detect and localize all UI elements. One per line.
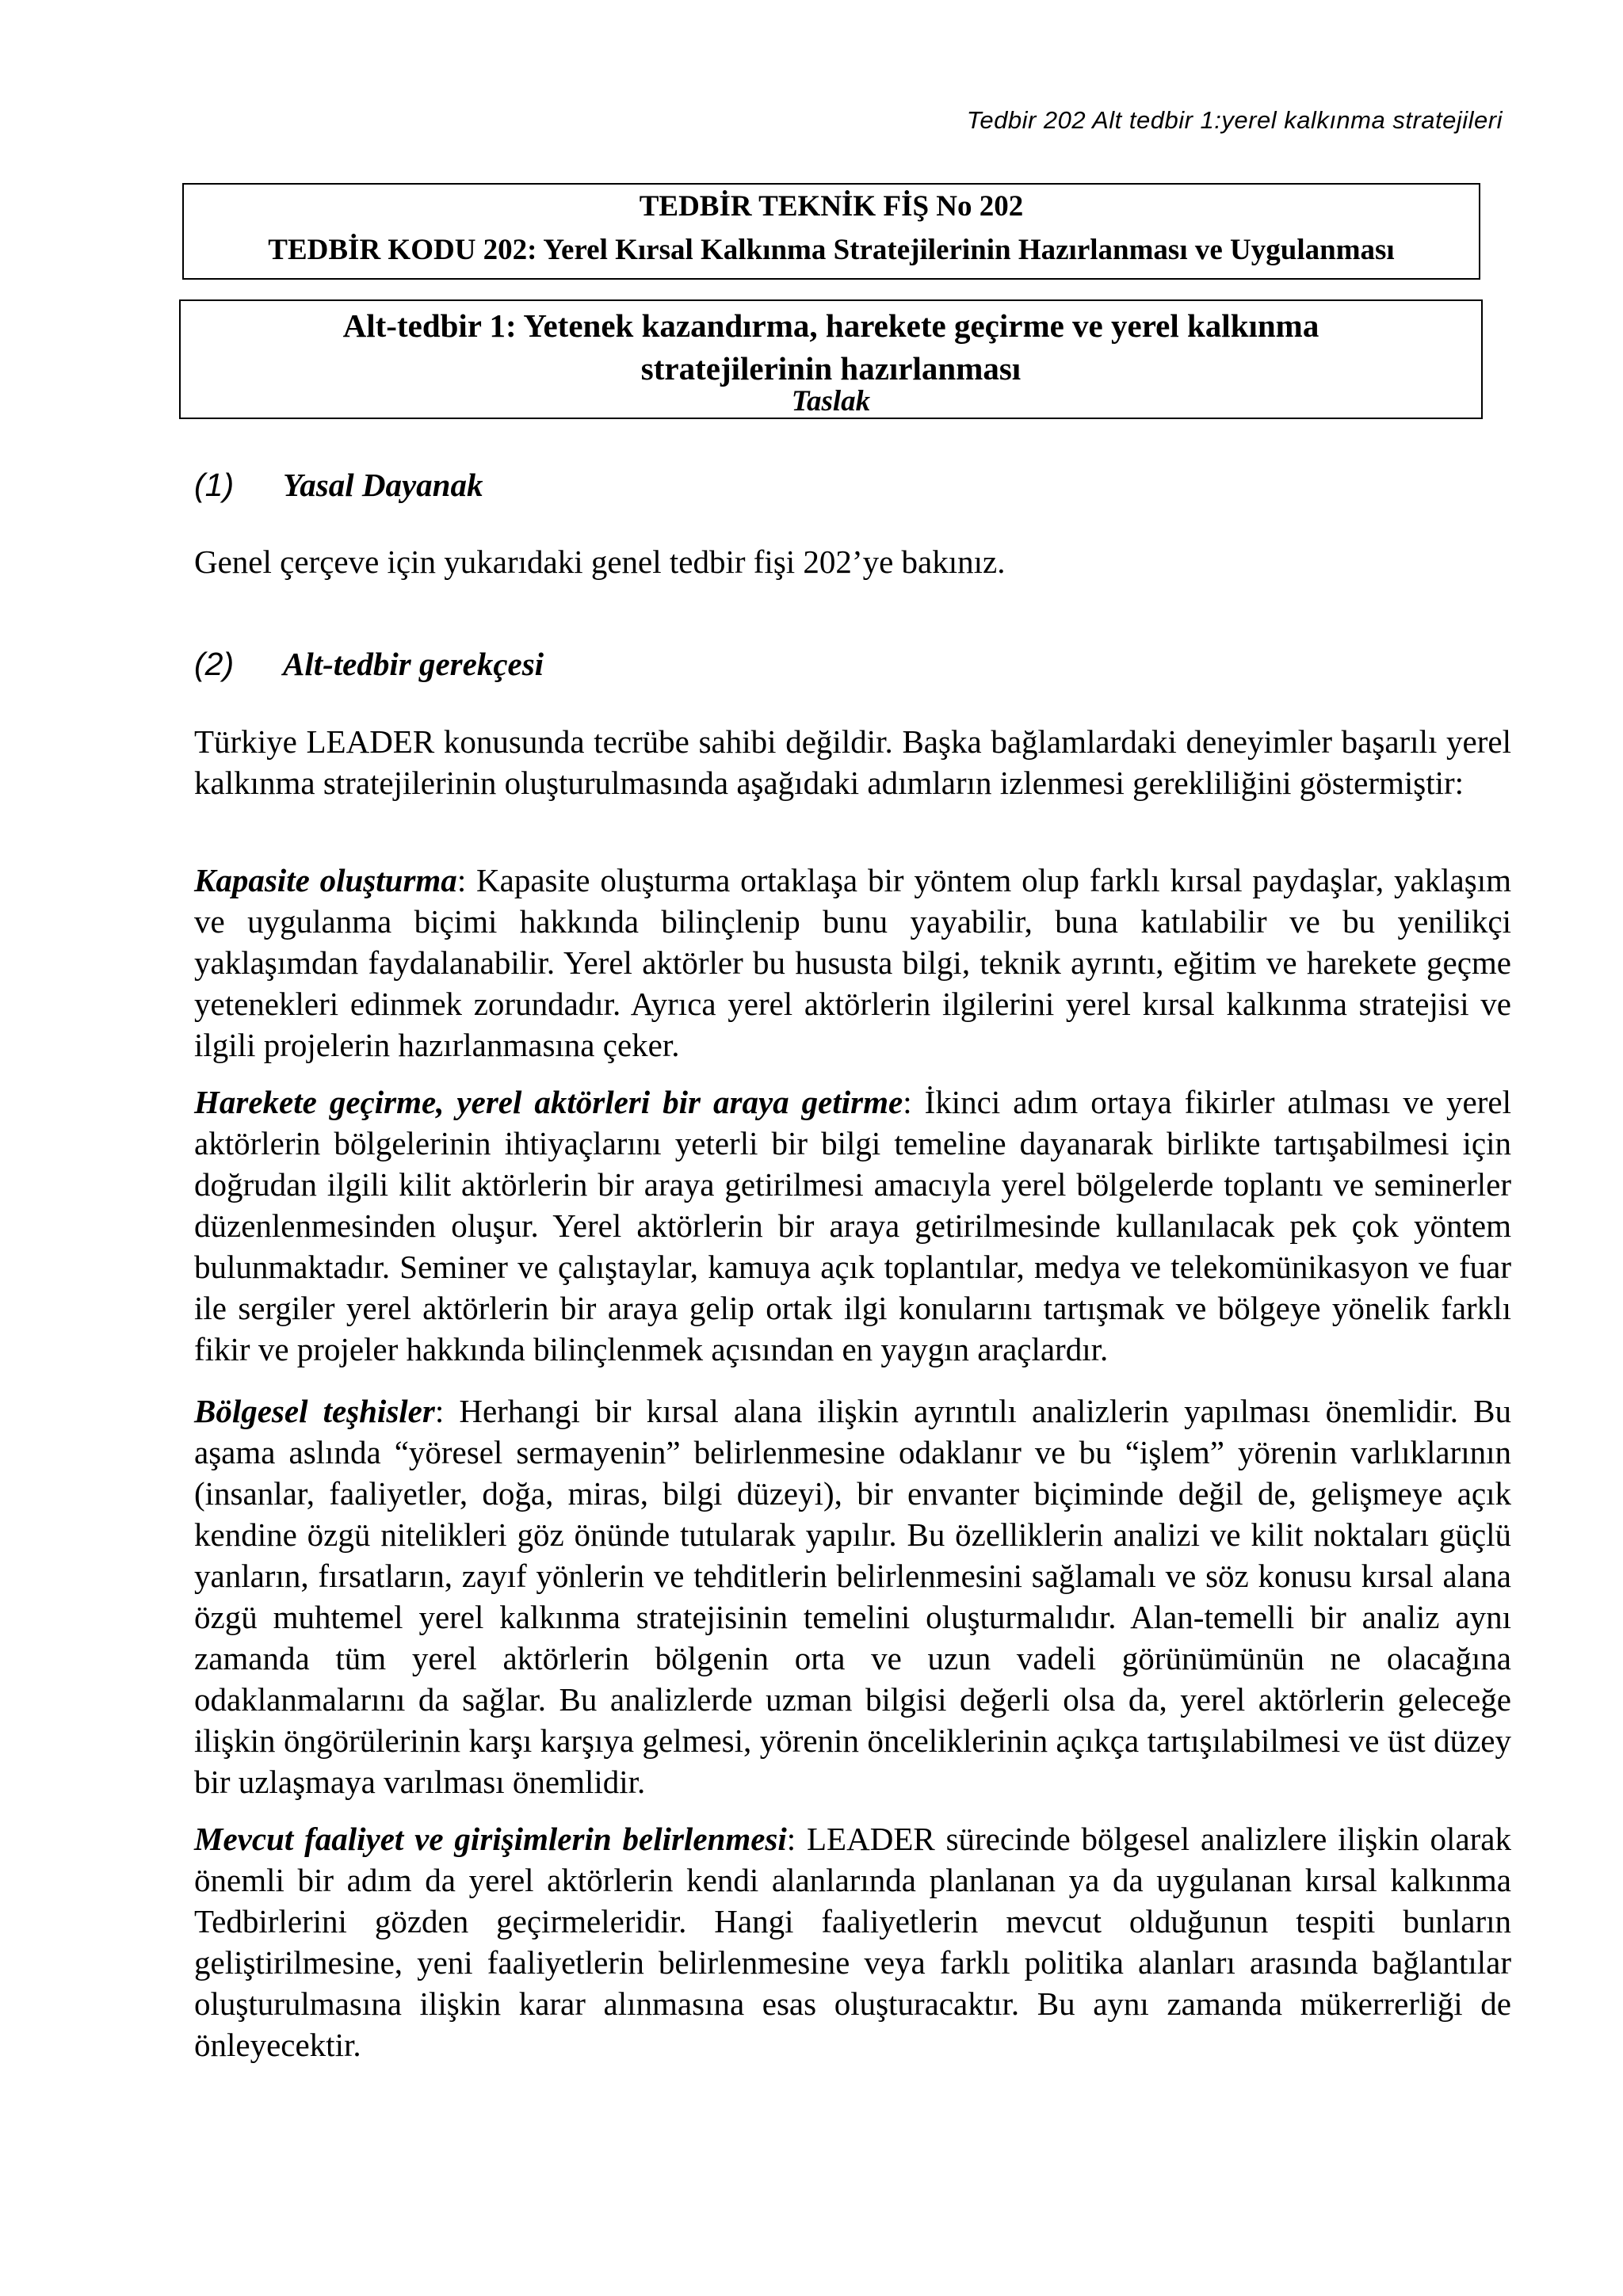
sub-measure-box [179, 299, 1483, 419]
section-title: Yasal Dayanak [283, 467, 483, 503]
section-title: Alt-tedbir gerekçesi [283, 646, 544, 682]
legal-basis-paragraph: Genel çerçeve için yukarıdaki genel tedbir fişi 202’ye bakınız. [194, 543, 1006, 580]
paragraph-lead: Kapasite oluşturma [194, 862, 457, 898]
paragraph-text: : İkinci adım ortaya fikirler atılması ve yerel aktörlerin bölgelerinin ihtiyaçlarını yeterli bir bilgi temeline dayanarak birlikte tartışabilmesi için doğrudan ilgili kilit aktörlerin bir araya getirilmesi amacıyla yerel bölgelerde toplantı ve seminerler düzenlenmesinden oluşur. Yerel aktörlerin bir araya getirilmesinde kullanılacak pek çok yöntem bulunmaktadır. Seminer ve çalıştaylar, kamuya açık toplantılar, medya ve telekomünikasyon ve fuar ile sergiler yerel aktörlerin bir araya gelip ortak ilgi konularını tartışmak ve bölgeye yönelik farklı fikir ve projeler hakkında bilinçlenmek açısından en yaygın araçlardır. [194, 1084, 1511, 1367]
regional-diagnosis-paragraph [194, 1390, 1511, 1802]
section-heading-legal-basis [194, 466, 483, 504]
mobilisation-paragraph [194, 1081, 1511, 1370]
measure-code-title: TEDBİR KODU 202: Yerel Kırsal Kalkınma Stratejilerinin Hazırlanması ve Uygulanması [268, 234, 1395, 266]
paragraph-text: : LEADER sürecinde bölgesel analizlere ilişkin olarak önemli bir adım da yerel aktörlerin kendi alanlarında planlanan ya da uygulanan kırsal kalkınma Tedbirlerini gözden geçirmeleridir. Hangi faaliyetlerin mevcut olduğunun tespiti bunların geliştirilmesine, yeni faaliyetlerin belirlenmesine veya farklı politika alanları arasında bağlantılar oluşturulmasına ilişkin karar alınmasına esas oluşturacaktır. Bu aynı zamanda mükerrerliği de önleyecektir. [194, 1821, 1511, 2063]
paragraph-lead: Mevcut faaliyet ve girişimlerin belirlenmesi [194, 1821, 787, 1857]
section-heading-justification [194, 645, 544, 683]
section-number: (2) [194, 646, 235, 682]
sub-measure-title: Alt-tedbir 1: Yetenek kazandırma, harekete geçirme ve yerel kalkınma stratejilerinin hazırlanması [342, 307, 1319, 387]
paragraph-lead: Bölgesel teşhisler [194, 1393, 435, 1429]
measure-sheet-title: TEDBİR TEKNİK FİŞ No 202 [639, 190, 1024, 223]
paragraph-text: : Herhangi bir kırsal alana ilişkin ayrıntılı analizlerin yapılması önemlidir. Bu aşama aslında “yöresel sermayenin” belirlenmesine odaklanır ve bu “işlem” yörenin varlıklarının (insanlar, faaliyetler, doğa, miras, bilgi düzeyi), bir envanter biçiminde değil de, gelişmeye açık kendine özgü nitelikleri göz önünde tutularak yapılır. Bu özelliklerin analizi ve kilit noktaları güçlü yanların, fırsatların, zayıf yönlerin ve tehditlerin belirlenmesini sağlamalı ve söz konusu kırsal alana özgü muhtemel yerel kalkınma stratejisinin temelini oluşturmalıdır. Alan-temelli bir analiz aynı zamanda tüm yerel aktörlerin bölgenin orta ve uzun vadeli görünümünün ne olacağına odaklanmalarını da sağlar. Bu analizlerde uzman bilgisi değerli olsa da, yerel aktörlerin geleceğe ilişkin öngörülerinin karşı karşıya gelmesi, yörenin önceliklerinin açıkça tartışılabilmesi ve üst düzey bir uzlaşmaya varılması önemlidir. [194, 1393, 1512, 1800]
running-header: Tedbir 202 Alt tedbir 1:yerel kalkınma stratejileri [966, 106, 1503, 134]
justification-intro-paragraph: Türkiye LEADER konusunda tecrübe sahibi değildir. Başka bağlamlardaki deneyimler başarılı yerel kalkınma stratejilerinin oluşturulmasında aşağıdaki adımların izlenmesi gerekliliğini göstermiştir: [194, 723, 1511, 801]
capacity-building-paragraph [194, 860, 1511, 1066]
draft-label: Taslak [791, 385, 871, 418]
measure-title-box [182, 183, 1480, 280]
existing-activities-paragraph [194, 1818, 1511, 2065]
paragraph-text: : Kapasite oluşturma ortaklaşa bir yöntem olup farklı kırsal paydaşlar, yaklaşım ve uygulanma biçimi hakkında bilinçlenip bunu yayabilir, buna katılabilir ve bu yenilikçi yaklaşımdan faydalanabilir. Yerel aktörler bu hususta bilgi, teknik ayrıntı, eğitim ve harekete geçme yetenekleri edinmek zorundadır. Ayrıca yerel aktörlerin ilgilerini yerel kırsal kalkınma stratejisi ve ilgili projelerin hazırlanmasına çeker. [194, 862, 1511, 1063]
paragraph-lead: Harekete geçirme, yerel aktörleri bir araya getirme [194, 1084, 903, 1120]
section-number: (1) [194, 467, 235, 503]
